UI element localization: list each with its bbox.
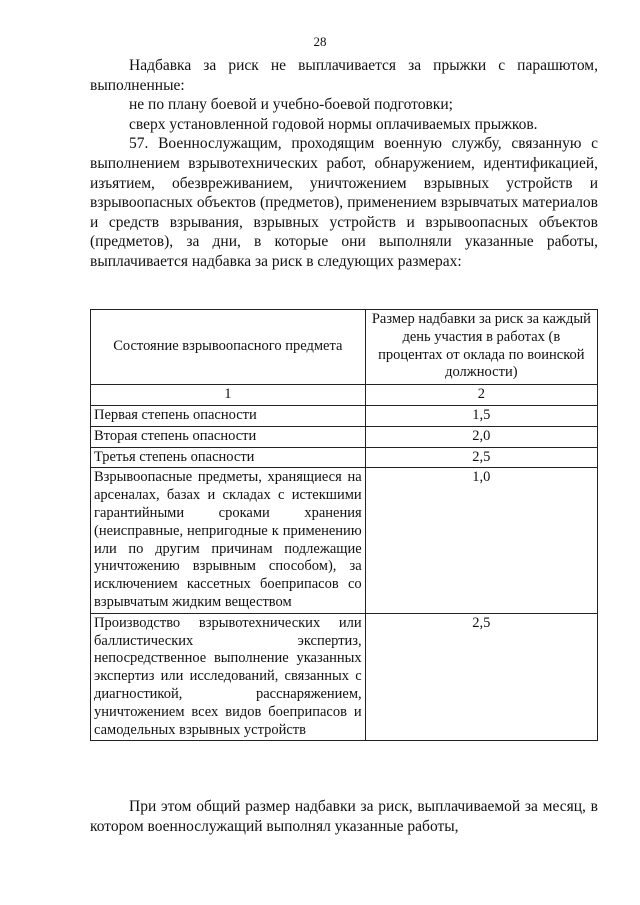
outro-section — [90, 797, 598, 836]
table-row — [91, 406, 598, 427]
row-state: Производство взрывотехнических или баллистических экспертиз, непосредственное выполнение указанных экспертиз или исследований, связанных с диагностикой, расснаряжением, уничтожением всех видов боеприпасов и самодельных взрывных устройств — [91, 613, 366, 741]
row-value: 2,5 — [365, 613, 597, 741]
table-row — [91, 426, 598, 447]
table-row — [91, 447, 598, 468]
intro-section — [90, 56, 598, 272]
table-header-row — [91, 310, 598, 385]
clause-57-paragraph: 57. Военнослужащим, проходящим военную службу, связанную с выполнением взрывотехнических работ, обнаружением, идентификацией, изъятием, обезвреживанием, уничтожением взрывных устройств и взрывоопасных объектов (предметов), применением взрывчатых материалов и средств взрывания, взрывных устройств и взрывоопасных объектов (предметов), за дни, в которые они выполняли указанные работы, выплачивается надбавка за риск в следующих размерах: — [90, 135, 598, 270]
allowance-table — [90, 309, 598, 741]
row-state: Взрывоопасные предметы, хранящиеся на арсеналах, базах и складах с истекшими гарантийными сроками хранения (неисправные, непригодные к применению или по другим причинам подлежащие уничтожению взрывным способом), за исключением кассетных боеприпасов со взрывчатым жидким веществом — [91, 468, 366, 613]
header-state: Состояние взрывоопасного предмета — [91, 310, 366, 385]
row-value: 1,0 — [365, 468, 597, 613]
intro-item-1: не по плану боевой и учебно-боевой подготовки; — [129, 96, 453, 114]
row-value: 2,0 — [365, 426, 597, 447]
row-state: Третья степень опасности — [91, 447, 366, 468]
intro-paragraph: Надбавка за риск не выплачивается за прыжки с парашютом, выполненные: — [90, 57, 598, 94]
intro-item-2: сверх установленной годовой нормы оплачиваемых прыжков. — [129, 115, 538, 133]
row-state: Первая степень опасности — [91, 406, 366, 427]
header-allowance: Размер надбавки за риск за каждый день участия в работах (в процентах от оклада по воинской должности) — [365, 310, 597, 385]
column-number-2: 2 — [365, 385, 597, 406]
outro-paragraph: При этом общий размер надбавки за риск, выплачиваемой за месяц, в котором военнослужащий выполнял указанные работы, — [90, 798, 598, 835]
table-row — [91, 613, 598, 741]
row-value: 2,5 — [365, 447, 597, 468]
table-row — [91, 468, 598, 613]
column-number-1: 1 — [91, 385, 366, 406]
row-value: 1,5 — [365, 406, 597, 427]
page-number: 28 — [313, 34, 327, 49]
table-numbering-row — [91, 385, 598, 406]
row-state: Вторая степень опасности — [91, 426, 366, 447]
